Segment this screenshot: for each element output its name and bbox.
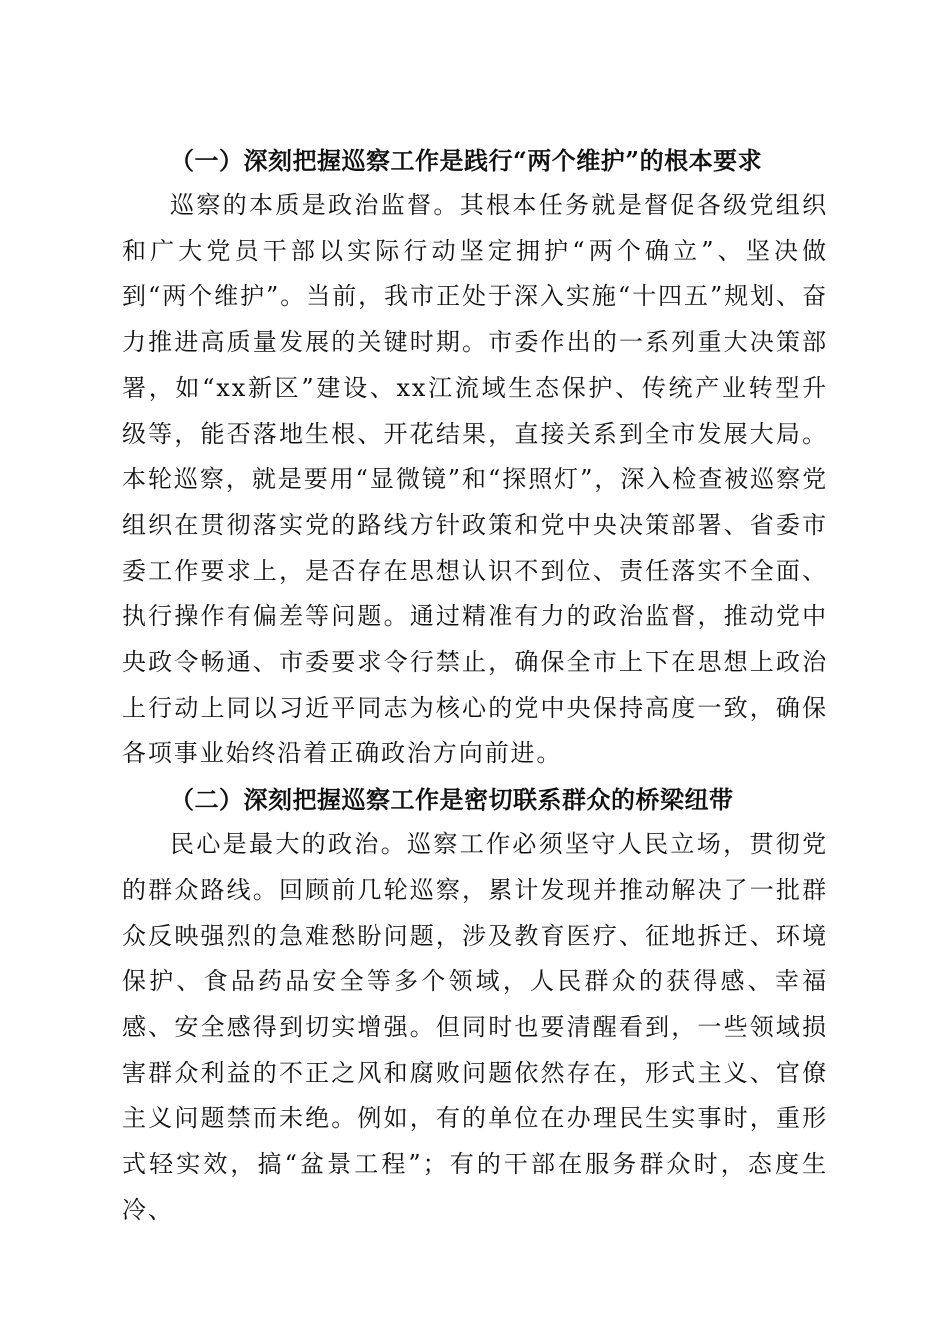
- section-1-paragraph: 巡察的本质是政治监督。其根本任务就是督促各级党组织和广大党员干部以实际行动坚定拥护“两个确立”、坚决做到“两个维护”。当前，我市正处于深入实施“十四五”规划、奋力推进高质量发展的关键时期。市委作出的一系列重大决策部署，如“xx新区”建设、xx江流域生态保护、传统产业转型升级等，能否落地生根、开花结果，直接关系到全市发展大局。本轮巡察，就是要用“显微镜”和“探照灯”，深入检查被巡察党组织在贯彻落实党的路线方针政策和党中央决策部署、省委市委工作要求上，是否存在思想认识不到位、责任落实不全面、执行操作有偏差等问题。通过精准有力的政治监督，推动党中央政令畅通、市委要求令行禁止，确保全市上下在思想上政治上行动上同以习近平同志为核心的党中央保持高度一致，确保各项事业始终沿着正确政治方向前进。: [122, 191, 828, 768]
- document-body: [122, 138, 828, 1233]
- section-1-heading: （一）深刻把握巡察工作是践行“两个维护”的根本要求: [170, 146, 763, 175]
- section-2-paragraph: 民心是最大的政治。巡察工作必须坚守人民立场，贯彻党的群众路线。回顾前几轮巡察，累计发现并推动解决了一批群众反映强烈的急难愁盼问题，涉及教育医疗、征地拆迁、环境保护、食品药品安全等多个领域，人民群众的获得感、幸福感、安全感得到切实增强。但同时也要清醒看到，一些领域损害群众利益的不正之风和腐败问题依然存在，形式主义、官僚主义问题禁而未绝。例如，有的单位在办理民生实事时，重形式轻实效，搞“盆景工程”；有的干部在服务群众时，态度生冷、: [122, 830, 828, 1224]
- section-2-heading: （二）深刻把握巡察工作是密切联系群众的桥梁纽带: [170, 785, 734, 815]
